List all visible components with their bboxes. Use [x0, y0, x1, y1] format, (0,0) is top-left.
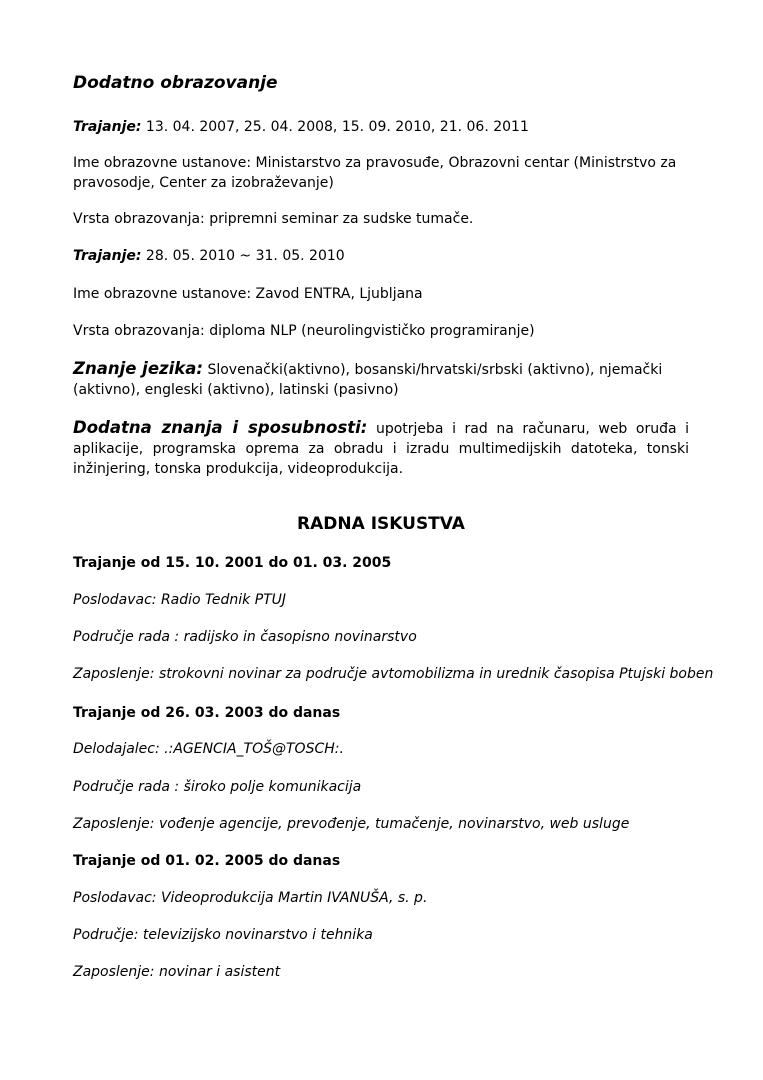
languages-text: Slovenački(aktivno), bosanski/hrvatski/srbski (aktivno), njemački (aktivno), engleski (aktivno), latinski (pasivno): [73, 362, 663, 398]
job-position: Zaposlenje: vođenje agencije, prevođenje, tumačenje, novinarstvo, web usluge: [73, 816, 630, 832]
education-type-line: Vrsta obrazovanja: pripremni seminar za sudske tumače.: [73, 211, 474, 227]
job-employer: Poslodavac: Videoprodukcija Martin IVANUŠA, s. p.: [73, 890, 428, 906]
skills-paragraph: [73, 418, 689, 479]
section-heading-dodatno-obrazovanje: Dodatno obrazovanje: [73, 73, 278, 93]
job-employer: Poslodavac: Radio Tednik PTUJ: [73, 592, 287, 608]
institution-line: Ime obrazovne ustanove: Ministarstvo za pravosuđe, Obrazovni centar (Ministrstvo za pravosodje, Center za izobraževanje): [73, 155, 677, 191]
skills-text: upotrjeba i rad na računaru, web oruđa i aplikacije, programska oprema za obradu i izradu multimedijskih datoteka, tonski inžinjering, tonska produkcija, videoprodukcija.: [73, 421, 690, 477]
skills-label: Dodatna znanja i sposubnosti:: [73, 418, 368, 437]
job-duration: Trajanje od 01. 02. 2005 do danas: [73, 853, 341, 869]
job-duration: Trajanje od 15. 10. 2001 do 01. 03. 2005: [73, 555, 392, 571]
languages-paragraph: [73, 359, 689, 400]
job-position: Zaposlenje: strokovni novinar za područje avtomobilizma in urednik časopisa Ptujski boben: [73, 666, 714, 682]
job-field: Područje: televizijsko novinarstvo i tehnika: [73, 927, 373, 943]
duration-value: 13. 04. 2007, 25. 04. 2008, 15. 09. 2010, 21. 06. 2011: [141, 119, 529, 135]
job-duration: Trajanje od 26. 03. 2003 do danas: [73, 705, 341, 721]
job-field: Područje rada : radijsko in časopisno novinarstvo: [73, 629, 417, 645]
duration-value: 28. 05. 2010 ~ 31. 05. 2010: [141, 248, 345, 264]
duration-line: [73, 117, 689, 137]
languages-label: Znanje jezika:: [73, 359, 203, 378]
duration-line: [73, 246, 689, 266]
duration-label: Trajanje:: [73, 248, 142, 264]
job-field: Područje rada : široko polje komunikacija: [73, 779, 362, 795]
duration-label: Trajanje:: [73, 119, 142, 135]
education-type-line: Vrsta obrazovanja: diploma NLP (neurolingvističko programiranje): [73, 323, 535, 339]
job-employer: Delodajalec: .:AGENCIA_TOŠ@TOSCH:.: [73, 741, 344, 757]
job-position: Zaposlenje: novinar i asistent: [73, 964, 281, 980]
section-heading-radna-iskustva: RADNA ISKUSTVA: [297, 514, 465, 534]
institution-line: Ime obrazovne ustanove: Zavod ENTRA, Ljubljana: [73, 286, 423, 302]
